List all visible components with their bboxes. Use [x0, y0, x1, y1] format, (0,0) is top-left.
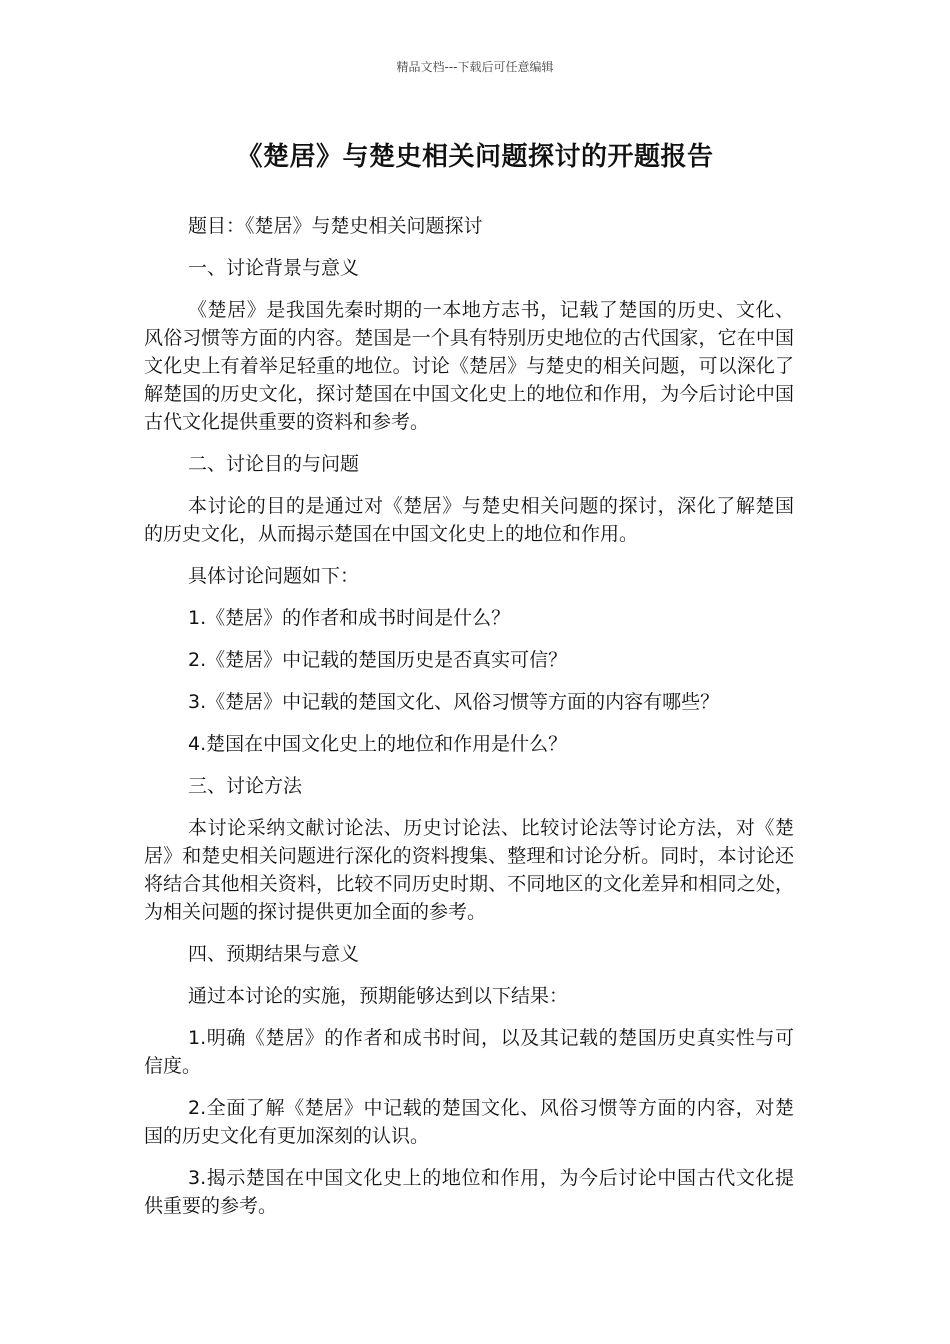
section-heading-method: 三、讨论方法 — [188, 775, 303, 797]
question-item: 1.《楚居》的作者和成书时间是什么？ — [188, 607, 511, 629]
paragraph-background: 《楚居》是我国先秦时期的一本地方志书，记载了楚国的历史、文化、风俗习惯等方面的内容。楚国是一个具有特别历史地位的古代国家，它在中国文化史上有着举足轻重的地位。讨论《楚居》与楚史的相关问题，可以深化了解楚国的历史文化，探讨楚国在中国文化史上的地位和作用，为今后讨论中国古代文化提供重要的资料和参考。 — [144, 299, 794, 433]
question-item: 2.《楚居》中记载的楚国历史是否真实可信？ — [188, 649, 568, 671]
result-item: 1.明确《楚居》的作者和成书时间，以及其记载的楚国历史真实性与可信度。 — [144, 1027, 794, 1077]
section-heading-results: 四、预期结果与意义 — [188, 943, 360, 965]
document-body — [144, 212, 794, 1234]
question-item: 4.楚国在中国文化史上的地位和作用是什么？ — [188, 733, 568, 755]
section-heading-purpose: 二、讨论目的与问题 — [188, 453, 360, 475]
topic-line: 题目：《楚居》与楚史相关问题探讨 — [188, 215, 483, 237]
questions-intro: 具体讨论问题如下： — [188, 565, 360, 587]
section-heading-background: 一、讨论背景与意义 — [188, 257, 360, 279]
question-item: 3.《楚居》中记载的楚国文化、风俗习惯等方面的内容有哪些？ — [188, 691, 720, 713]
paragraph-method: 本讨论采纳文献讨论法、历史讨论法、比较讨论法等讨论方法，对《楚居》和楚史相关问题进行深化的资料搜集、整理和讨论分析。同时，本讨论还将结合其他相关资料，比较不同历史时期、不同地区的文化差异和相同之处，为相关问题的探讨提供更加全面的参考。 — [144, 817, 794, 923]
results-intro: 通过本讨论的实施，预期能够达到以下结果： — [188, 985, 569, 1007]
paragraph-purpose: 本讨论的目的是通过对《楚居》与楚史相关问题的探讨，深化了解楚国的历史文化，从而揭示楚国在中国文化史上的地位和作用。 — [144, 495, 794, 545]
result-item: 3.揭示楚国在中国文化史上的地位和作用，为今后讨论中国古代文化提供重要的参考。 — [144, 1167, 794, 1217]
header-note: 精品文档---下载后可任意编辑 — [396, 60, 554, 74]
result-item: 2.全面了解《楚居》中记载的楚国文化、风俗习惯等方面的内容，对楚国的历史文化有更加深刻的认识。 — [144, 1097, 794, 1147]
document-title: 《楚居》与楚史相关问题探讨的开题报告 — [236, 142, 714, 172]
